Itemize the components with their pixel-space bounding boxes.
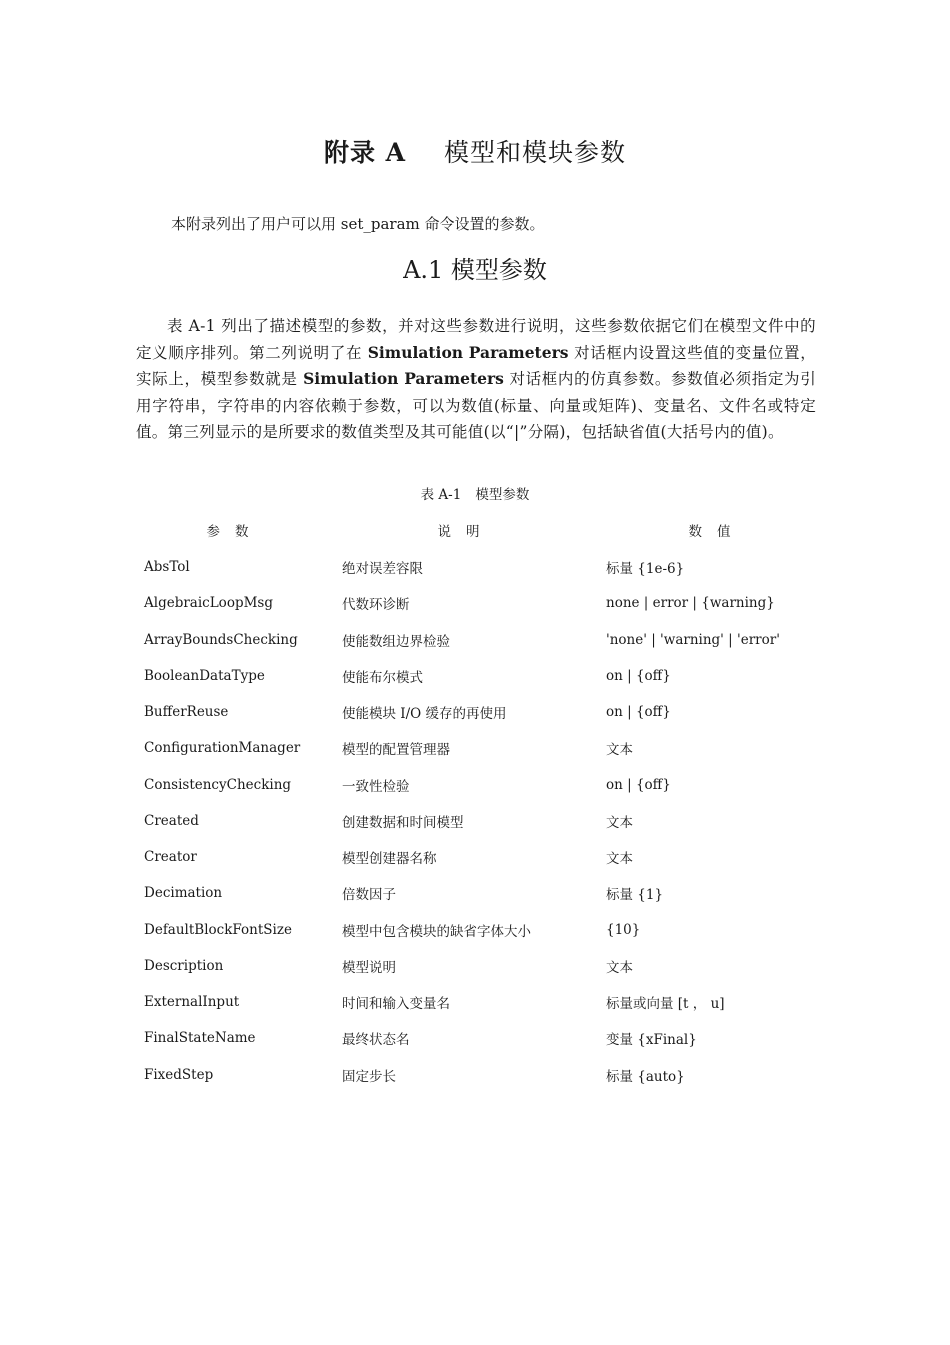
value-cell: 文本 — [606, 742, 633, 759]
table-row — [136, 839, 836, 875]
header-desc: 说明 — [437, 524, 495, 540]
value-cell: on | {off} — [606, 667, 671, 684]
section-title: A.1 模型参数 — [403, 256, 547, 284]
desc-cell: 模型的配置管理器 — [342, 742, 450, 759]
value-cell: none | error | {warning} — [606, 595, 775, 612]
param-cell: Description — [144, 957, 224, 974]
value-cell: 变量 {xFinal} — [606, 1032, 697, 1049]
caption-label: 表 A-1 — [420, 487, 462, 503]
table-header-row — [136, 511, 836, 549]
table-row — [136, 658, 836, 694]
table-row — [136, 1020, 836, 1056]
value-cell: 文本 — [606, 814, 633, 831]
desc-cell: 使能布尔模式 — [342, 669, 423, 686]
param-cell: DefaultBlockFontSize — [144, 921, 292, 938]
table-row — [136, 984, 836, 1020]
value-cell: 标量或向量 [t ， u] — [606, 996, 725, 1013]
table-row — [136, 694, 836, 730]
table-row — [136, 912, 836, 948]
desc-cell: 倍数因子 — [342, 887, 396, 904]
value-cell: 文本 — [606, 959, 633, 976]
desc-cell: 固定步长 — [342, 1068, 396, 1085]
header-value: 数值 — [688, 524, 746, 540]
param-cell: Decimation — [144, 885, 223, 902]
table-row — [136, 803, 836, 839]
desc-cell: 代数环诊断 — [342, 597, 410, 614]
value-cell: on | {off} — [606, 704, 671, 721]
appendix-title — [0, 133, 950, 169]
appendix-label: 附录 A — [323, 138, 407, 167]
desc-cell: 时间和输入变量名 — [342, 996, 450, 1013]
value-cell: 'none' | 'warning' | 'error' — [606, 631, 780, 648]
table-row — [136, 730, 836, 766]
caption-title: 模型参数 — [475, 487, 530, 503]
desc-cell: 一致性检验 — [342, 778, 410, 795]
param-cell: AbsTol — [144, 559, 190, 576]
para-term-2: Simulation Parameters — [303, 369, 504, 388]
param-cell: BufferReuse — [144, 704, 229, 721]
param-cell: ArrayBoundsChecking — [144, 631, 298, 648]
table-row — [136, 1057, 836, 1093]
table-row — [136, 585, 836, 621]
table-row — [136, 622, 836, 658]
desc-cell: 使能模块 I/O 缓存的再使用 — [342, 706, 507, 723]
desc-cell: 创建数据和时间模型 — [342, 814, 464, 831]
intro-text: 本附录列出了用户可以用 set_param 命令设置的参数。 — [171, 215, 545, 233]
param-cell: ConfigurationManager — [144, 740, 301, 757]
desc-cell: 绝对误差容限 — [342, 561, 423, 578]
desc-cell: 模型说明 — [342, 959, 396, 976]
parameter-table — [136, 511, 836, 1093]
value-cell: {10} — [606, 921, 641, 938]
para-term-1: Simulation Parameters — [367, 342, 569, 362]
param-cell: AlgebraicLoopMsg — [144, 595, 273, 612]
param-cell: FixedStep — [144, 1066, 214, 1083]
desc-cell: 使能数组边界检验 — [342, 633, 450, 650]
value-cell: 标量 {1e-6} — [606, 561, 685, 578]
table-caption — [0, 483, 950, 503]
para-text-3: 对话框内的仿真参数。参数值必须指定为引用字符串，字符串的内容依赖于参数，可以为数值(标量、向量或矩阵)、变量名、文件名或特定值。第三列显示的是所要求的数值类型及其可能值(以“|”分隔)，包括缺省值(大括号内的值)。 — [136, 370, 816, 441]
value-cell: on | {off} — [606, 776, 671, 793]
table-row — [136, 948, 836, 984]
desc-cell: 模型创建器名称 — [342, 851, 437, 868]
appendix-heading: 模型和模块参数 — [444, 138, 627, 167]
param-cell: ConsistencyChecking — [144, 776, 292, 793]
para-text-2: 对话框内设置这些值的变量位置，实际上，模型参数就是 — [136, 343, 816, 388]
desc-cell: 模型中包含模块的缺省字体大小 — [342, 923, 531, 940]
param-cell: ExternalInput — [144, 994, 240, 1011]
table-row — [136, 767, 836, 803]
body-paragraph — [136, 313, 816, 446]
value-cell: 标量 {1} — [606, 887, 664, 904]
param-cell: Created — [144, 812, 199, 829]
param-cell: FinalStateName — [144, 1030, 256, 1047]
value-cell: 文本 — [606, 851, 633, 868]
value-cell: 标量 {auto} — [606, 1068, 685, 1085]
table-body — [136, 549, 836, 1093]
para-text-1: 表 A-1 列出了描述模型的参数，并对这些参数进行说明，这些参数依据它们在模型文件中的定义顺序排列。第二列说明了在 — [136, 317, 816, 362]
table-row — [136, 549, 836, 585]
param-cell: Creator — [144, 849, 197, 866]
header-param: 参数 — [206, 524, 264, 540]
param-cell: BooleanDataType — [144, 667, 265, 684]
table-row — [136, 875, 836, 911]
desc-cell: 最终状态名 — [342, 1032, 410, 1049]
